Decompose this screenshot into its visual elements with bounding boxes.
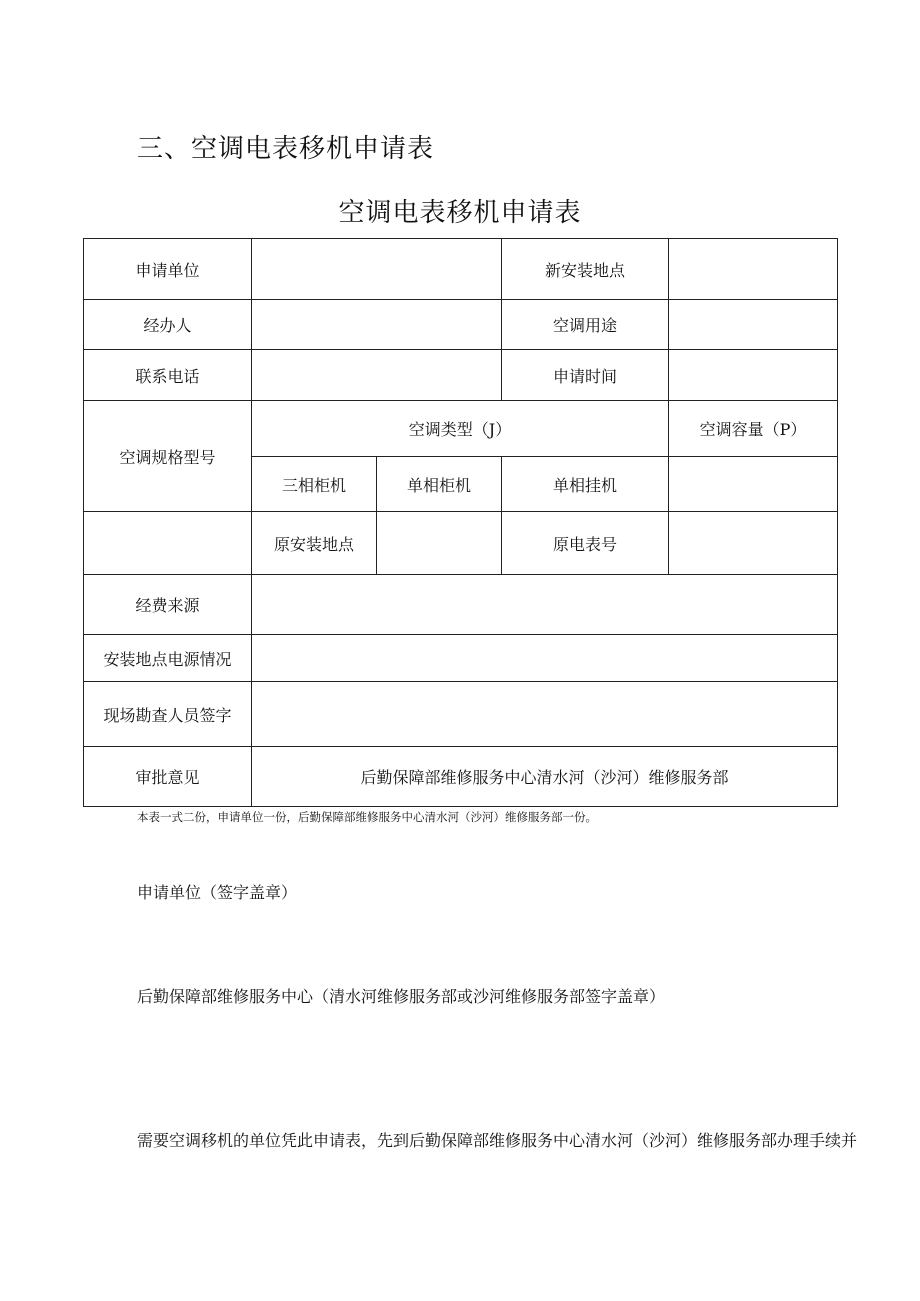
- original-meter-no-field[interactable]: [669, 512, 838, 575]
- service-center-signature-line: 后勤保障部维修服务中心（清水河维修服务部或沙河维修服务部签字盖章）: [137, 987, 666, 1006]
- table-row: [84, 239, 838, 300]
- handler-field[interactable]: [252, 300, 502, 350]
- single-phase-wall-option: 单相挂机: [502, 457, 669, 512]
- contact-phone-label: 联系电话: [84, 350, 252, 401]
- ac-usage-label: 空调用途: [502, 300, 669, 350]
- ac-capacity-field[interactable]: [669, 457, 838, 512]
- table-row: [84, 300, 838, 350]
- original-location-label: 原安装地点: [252, 512, 377, 575]
- funding-source-field[interactable]: [252, 575, 838, 635]
- ac-capacity-header: 空调容量（P）: [669, 401, 838, 457]
- applicant-unit-label: 申请单位: [84, 239, 252, 300]
- original-location-field[interactable]: [377, 512, 502, 575]
- table-row: [84, 635, 838, 682]
- table-row: [84, 512, 838, 575]
- original-meter-no-label: 原电表号: [502, 512, 669, 575]
- table-row: [84, 747, 838, 807]
- blank-label-cell: [84, 512, 252, 575]
- ac-usage-field[interactable]: [669, 300, 838, 350]
- form-title: 空调电表移机申请表: [338, 198, 582, 228]
- survey-signature-label: 现场勘查人员签字: [84, 682, 252, 747]
- notice-paragraph: 需要空调移机的单位凭此申请表，先到后勤保障部维修服务中心清水河（沙河）维修服务部办理手续并: [137, 1131, 858, 1150]
- ac-type-header: 空调类型（J）: [252, 401, 669, 457]
- application-form-table: [83, 238, 838, 807]
- applicant-signature-line: 申请单位（签字盖章）: [137, 883, 298, 902]
- survey-signature-field[interactable]: [252, 682, 838, 747]
- footnote: 本表一式二份，申请单位一份，后勤保障部维修服务中心清水河（沙河）维修服务部一份。: [137, 810, 597, 824]
- apply-time-label: 申请时间: [502, 350, 669, 401]
- handler-label: 经办人: [84, 300, 252, 350]
- table-row: [84, 575, 838, 635]
- power-situation-label: 安装地点电源情况: [84, 635, 252, 682]
- approval-opinion-label: 审批意见: [84, 747, 252, 807]
- ac-spec-model-label: 空调规格型号: [84, 401, 252, 512]
- power-situation-field[interactable]: [252, 635, 838, 682]
- approval-department-text: 后勤保障部维修服务中心清水河（沙河）维修服务部: [252, 747, 838, 807]
- new-install-location-field[interactable]: [669, 239, 838, 300]
- table-row: [84, 350, 838, 401]
- section-heading: 三、空调电表移机申请表: [137, 134, 435, 164]
- apply-time-field[interactable]: [669, 350, 838, 401]
- three-phase-cabinet-option: 三相柜机: [252, 457, 377, 512]
- applicant-unit-field[interactable]: [252, 239, 502, 300]
- funding-source-label: 经费来源: [84, 575, 252, 635]
- single-phase-cabinet-option: 单相柜机: [377, 457, 502, 512]
- table-row: [84, 401, 838, 457]
- table-row: [84, 682, 838, 747]
- new-install-location-label: 新安装地点: [502, 239, 669, 300]
- contact-phone-field[interactable]: [252, 350, 502, 401]
